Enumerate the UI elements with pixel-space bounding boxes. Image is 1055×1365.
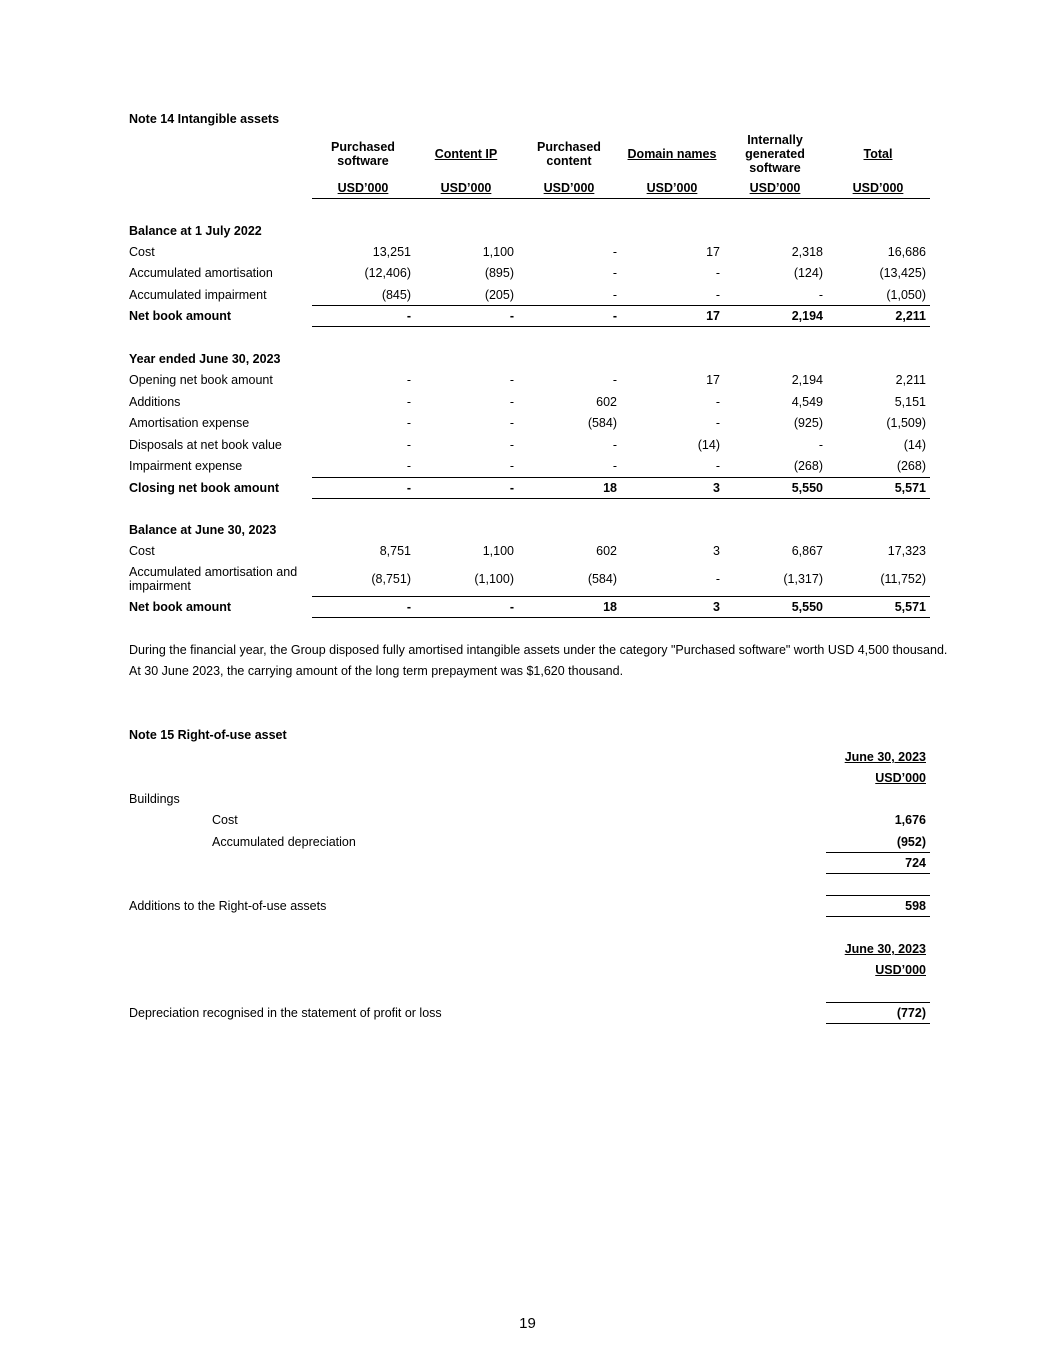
cell-value: 3 — [713, 600, 720, 614]
cell-value: 6,867 — [791, 544, 823, 558]
col-unit-domain-names: USD’000 — [646, 181, 698, 195]
note15-header-date: June 30, 2023 — [844, 750, 926, 764]
note15-header2-date: June 30, 2023 — [844, 942, 926, 956]
cell-value: 602 — [596, 395, 617, 409]
section-heading: Balance at June 30, 2023 — [129, 523, 277, 537]
total-line — [312, 498, 930, 499]
subtotal-line — [312, 305, 930, 306]
col-header-purchased-content — [518, 140, 620, 168]
cell-value: - — [612, 266, 617, 280]
rou-pl-depreciation-value: (772) — [896, 1006, 926, 1020]
note15-header2-unit: USD’000 — [875, 963, 926, 977]
cell-value: - — [715, 288, 720, 302]
total-line — [312, 326, 930, 327]
cell-value: 17 — [706, 309, 720, 323]
cell-value: 5,550 — [791, 600, 823, 614]
cell-value: - — [509, 459, 514, 473]
table-total-row — [0, 481, 1055, 497]
cell-value: - — [509, 438, 514, 452]
rou-net-value: 724 — [905, 856, 926, 870]
rou-depreciation-label: Accumulated depreciation — [212, 835, 356, 849]
cell-value: - — [509, 416, 514, 430]
table-row — [0, 416, 1055, 432]
cell-value: (124) — [793, 266, 823, 280]
cell-value: 5,550 — [791, 481, 823, 495]
cell-value: - — [509, 481, 514, 495]
table-row — [0, 373, 1055, 389]
table-row — [0, 395, 1055, 411]
cell-value: - — [406, 438, 411, 452]
cell-value: 2,211 — [895, 309, 926, 323]
cell-value: - — [509, 395, 514, 409]
cell-value: - — [715, 266, 720, 280]
rou-cost-label: Cost — [212, 813, 238, 827]
cell-value: - — [612, 459, 617, 473]
note14-paragraph: During the financial year, the Group disposed fully amortised intangible assets under the category "Purchased software" worth USD 4,500 thousand. — [129, 643, 948, 657]
cell-value: 3 — [713, 544, 720, 558]
cell-value: (1,509) — [886, 416, 926, 430]
col-unit-content-ip: USD’000 — [440, 181, 492, 195]
table-row — [0, 438, 1055, 454]
table-row — [0, 565, 1055, 595]
col-header-total: Total — [863, 147, 893, 161]
cell-value: 2,318 — [791, 245, 823, 259]
subtotal-line — [826, 1002, 930, 1003]
cell-value: - — [818, 438, 823, 452]
col-header-purchased-content-text: Purchased content — [537, 140, 601, 168]
cell-value: - — [406, 600, 411, 614]
row-label: Opening net book amount — [129, 373, 273, 387]
row-label: Amortisation expense — [129, 416, 250, 430]
cell-value: - — [612, 309, 617, 323]
row-label: Disposals at net book value — [129, 438, 282, 452]
cell-value: - — [612, 288, 617, 302]
subtotal-line — [826, 852, 930, 853]
cell-value: 2,211 — [895, 373, 926, 387]
cell-value: 3 — [713, 481, 720, 495]
col-header-purchased-software — [312, 140, 414, 168]
total-line — [312, 617, 930, 618]
cell-value: - — [715, 395, 720, 409]
cell-value: (1,100) — [474, 572, 514, 586]
cell-value: (13,425) — [879, 266, 926, 280]
table-total-row — [0, 600, 1055, 616]
cell-value: (11,752) — [880, 572, 926, 586]
row-label-line-2: impairment — [129, 579, 191, 593]
table-row — [0, 245, 1055, 261]
col-unit-internally-generated-software: USD’000 — [749, 181, 801, 195]
col-unit-total: USD’000 — [852, 181, 904, 195]
total-line — [826, 916, 930, 917]
cell-value: 2,194 — [791, 309, 823, 323]
table-row — [0, 266, 1055, 282]
col-header-internally-generated-software — [724, 133, 826, 175]
total-line — [826, 873, 930, 874]
cell-value: 18 — [603, 481, 617, 495]
cell-value: (1,317) — [783, 572, 823, 586]
row-label: Cost — [129, 544, 155, 558]
rou-depreciation-value: (952) — [896, 835, 926, 849]
cell-value: - — [715, 416, 720, 430]
cell-value: - — [509, 600, 514, 614]
row-label: Net book amount — [129, 600, 232, 614]
cell-value: - — [612, 373, 617, 387]
cell-value: 17,323 — [887, 544, 926, 558]
header-divider — [312, 198, 930, 199]
cell-value: 16,686 — [887, 245, 926, 259]
row-label: Net book amount — [129, 309, 232, 323]
cell-value: 5,151 — [894, 395, 926, 409]
cell-value: - — [406, 309, 411, 323]
row-label: Additions — [129, 395, 181, 409]
cell-value: - — [612, 438, 617, 452]
note14-paragraph: At 30 June 2023, the carrying amount of the long term prepayment was $1,620 thousand. — [129, 664, 624, 678]
col-header-purchased-software-text: Purchased software — [331, 140, 395, 168]
rou-pl-depreciation-label: Depreciation recognised in the statement of profit or loss — [129, 1006, 442, 1020]
cell-value: - — [715, 459, 720, 473]
cell-value: 1,100 — [482, 544, 514, 558]
cell-value: (205) — [484, 288, 514, 302]
col-unit-purchased-content: USD’000 — [543, 181, 595, 195]
cell-value: - — [406, 416, 411, 430]
cell-value: (268) — [896, 459, 926, 473]
cell-value: (895) — [484, 266, 514, 280]
table-row — [0, 459, 1055, 475]
cell-value: 1,100 — [482, 245, 514, 259]
cell-value: - — [818, 288, 823, 302]
row-label-line-1: Accumulated amortisation and — [129, 565, 298, 579]
cell-value: (845) — [381, 288, 411, 302]
cell-value: - — [406, 395, 411, 409]
cell-value: (8,751) — [371, 572, 411, 586]
subtotal-line — [312, 596, 930, 597]
cell-value: 5,571 — [894, 481, 926, 495]
cell-value: 18 — [603, 600, 617, 614]
cell-value: (14) — [903, 438, 926, 452]
cell-value: - — [406, 481, 411, 495]
total-line — [826, 1023, 930, 1024]
table-total-row — [0, 309, 1055, 325]
section-heading: Balance at 1 July 2022 — [129, 224, 262, 238]
cell-value: (584) — [587, 572, 617, 586]
col-header-content-ip: Content IP — [434, 147, 498, 161]
cell-value: - — [509, 373, 514, 387]
row-label: Impairment expense — [129, 459, 243, 473]
col-header-internally-generated-software-text: Internally generated software — [745, 133, 805, 175]
row-label: Cost — [129, 245, 155, 259]
section-heading: Year ended June 30, 2023 — [129, 352, 281, 366]
cell-value: - — [406, 459, 411, 473]
rou-additions-value: 598 — [905, 899, 926, 913]
subtotal-line — [826, 895, 930, 896]
row-label: Accumulated impairment — [129, 288, 267, 302]
cell-value: 17 — [706, 373, 720, 387]
note15-header-unit: USD’000 — [875, 771, 926, 785]
cell-value: (268) — [793, 459, 823, 473]
col-unit-purchased-software: USD’000 — [337, 181, 389, 195]
buildings-label: Buildings — [129, 792, 180, 806]
cell-value: 17 — [706, 245, 720, 259]
cell-value: 2,194 — [791, 373, 823, 387]
cell-value: - — [406, 373, 411, 387]
cell-value: (1,050) — [886, 288, 926, 302]
subtotal-line — [312, 477, 930, 478]
cell-value: (584) — [587, 416, 617, 430]
cell-value: 13,251 — [372, 245, 411, 259]
cell-value: - — [715, 572, 720, 586]
col-header-domain-names: Domain names — [627, 147, 717, 161]
cell-value: (925) — [793, 416, 823, 430]
rou-cost-value: 1,676 — [894, 813, 926, 827]
cell-value: 8,751 — [379, 544, 411, 558]
cell-value: - — [509, 309, 514, 323]
cell-value: (14) — [697, 438, 720, 452]
cell-value: 5,571 — [894, 600, 926, 614]
note15-title: Note 15 Right-of-use asset — [129, 728, 287, 742]
cell-value: 602 — [596, 544, 617, 558]
table-row — [0, 544, 1055, 560]
cell-value: - — [612, 245, 617, 259]
table-row — [0, 288, 1055, 304]
row-label: Accumulated amortisation — [129, 266, 273, 280]
row-label: Closing net book amount — [129, 481, 279, 495]
rou-additions-label: Additions to the Right-of-use assets — [129, 899, 327, 913]
page-number: 19 — [519, 1315, 536, 1332]
cell-value: (12,406) — [364, 266, 411, 280]
cell-value: 4,549 — [791, 395, 823, 409]
note14-title: Note 14 Intangible assets — [129, 112, 280, 126]
